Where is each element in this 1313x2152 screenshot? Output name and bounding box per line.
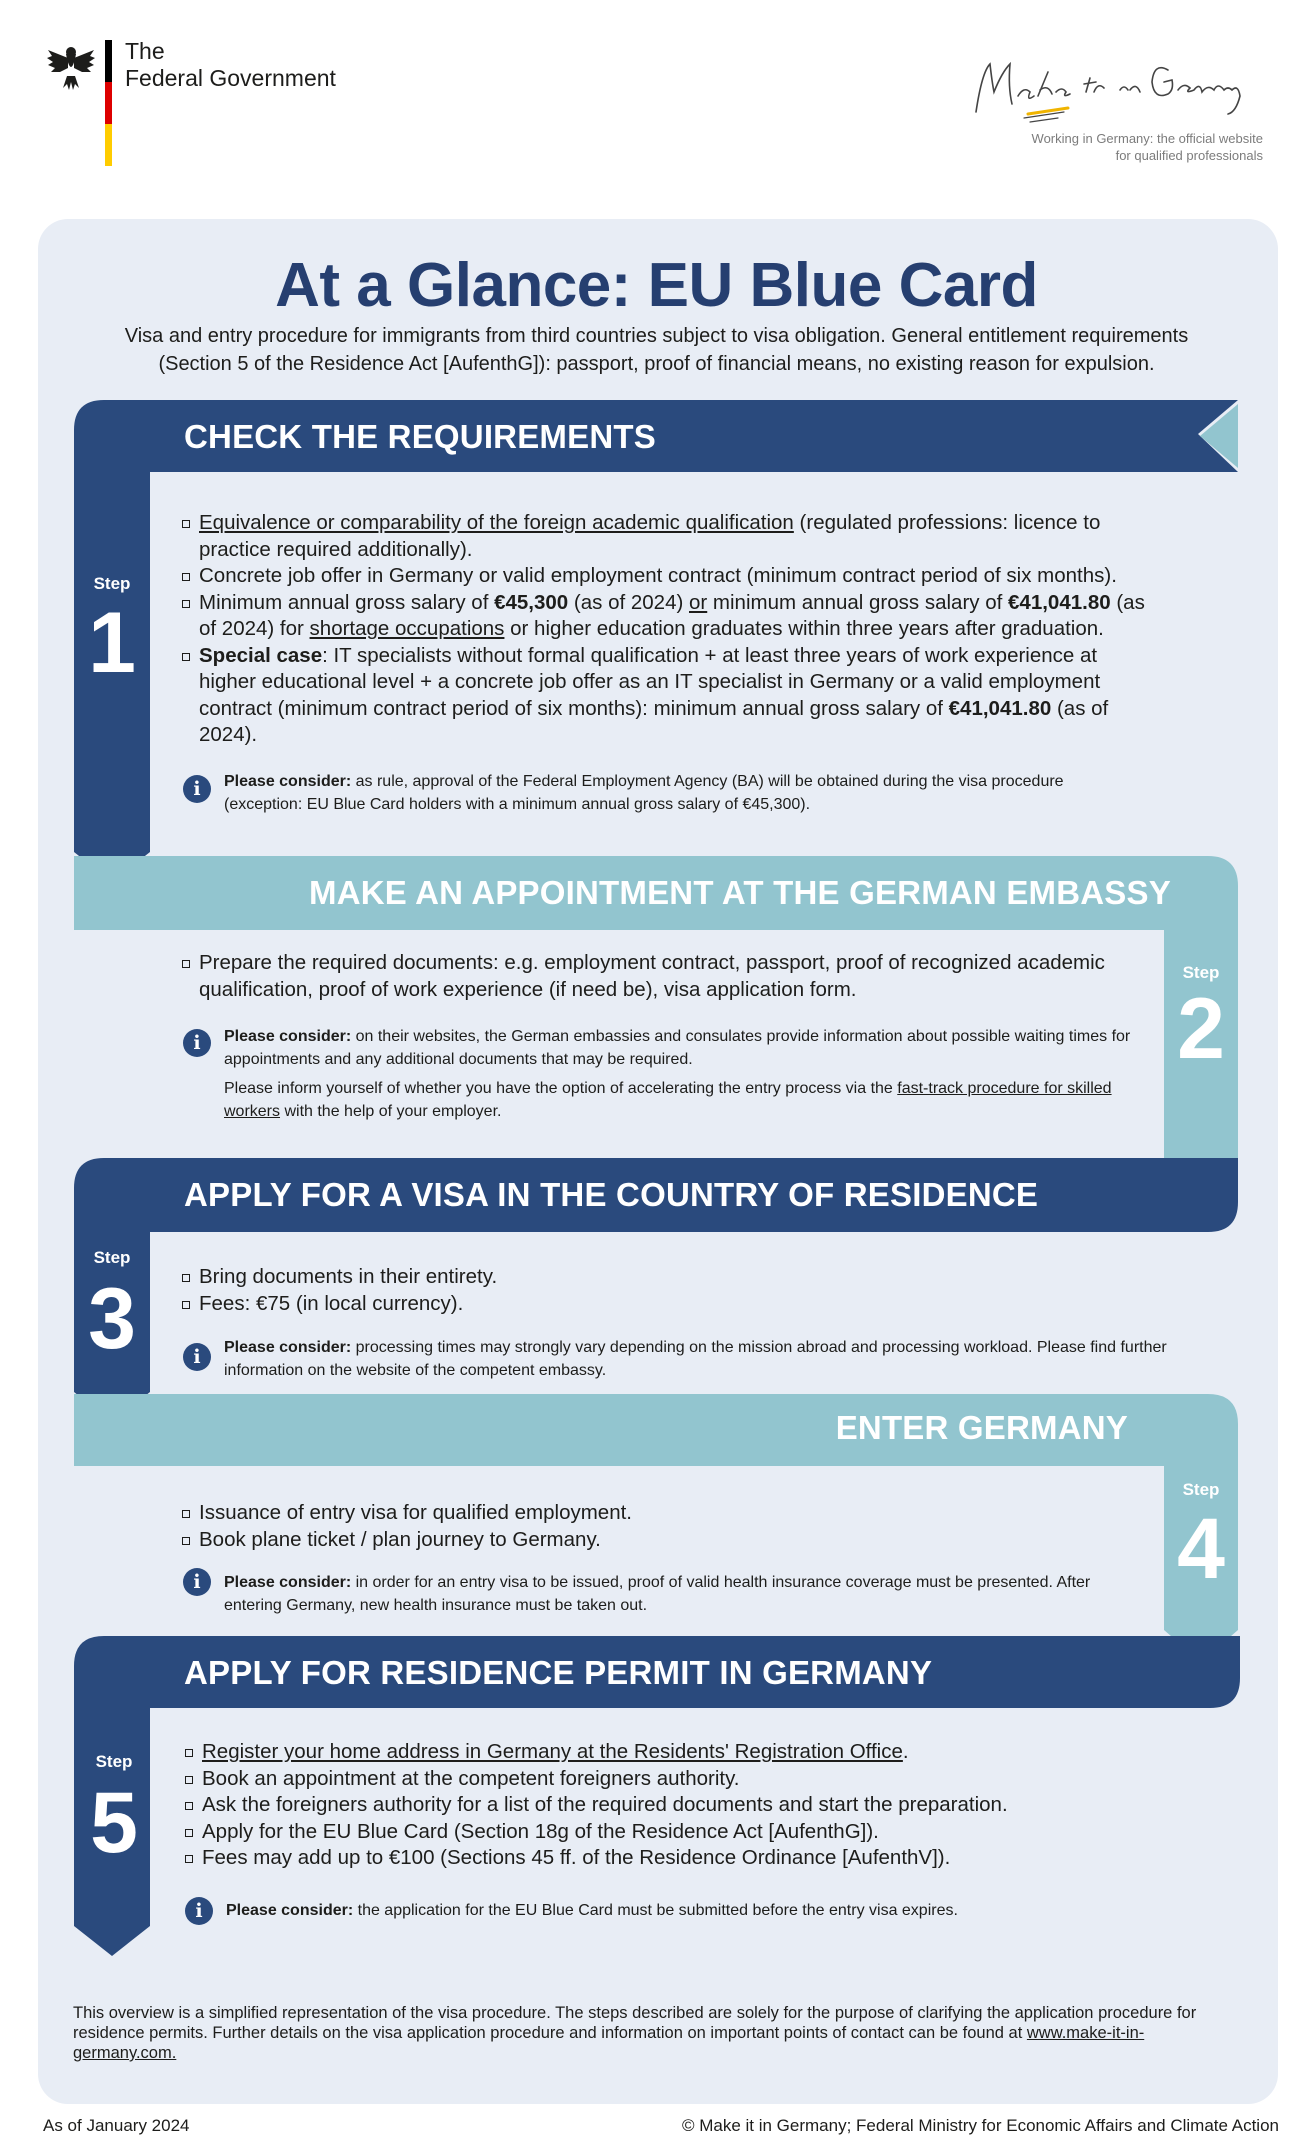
list-item-text: or higher education graduates within three years after graduation.: [504, 617, 1104, 640]
list-item-text: Book plane ticket / plan journey to Germany.: [199, 1527, 601, 1551]
info-icon: i: [183, 1029, 211, 1057]
note-text: processing times may strongly vary depending on the mission abroad and processing workload. Please find further information on the website of the competent embassy.: [224, 1339, 1167, 1379]
info-icon: i: [183, 1343, 211, 1371]
step3-note: [224, 1336, 1184, 1382]
gov-title-line2: Federal Government: [125, 65, 336, 91]
website-link[interactable]: www.make-it-in-germany.com.: [73, 2024, 1145, 2062]
list-item-text: Concrete job offer in Germany or valid employment contract (minimum contract period of six months).: [199, 564, 1117, 587]
list-item: [182, 563, 1152, 590]
step3-list: [182, 1264, 1142, 1317]
step2-number: 2: [1177, 981, 1225, 1077]
list-item-text: (as of 2024): [568, 590, 689, 614]
list-item: [182, 643, 1152, 749]
step3-heading: APPLY FOR A VISA IN THE COUNTRY OF RESIDENCE: [184, 1176, 1039, 1213]
list-item-text: (as of 2024).: [199, 696, 1109, 746]
step1-number: 1: [88, 595, 136, 691]
step1-label: Step: [93, 574, 131, 593]
step5-note: [226, 1899, 1146, 1922]
step4-note: [224, 1571, 1144, 1617]
step4-number: 4: [1177, 1501, 1225, 1597]
copyright-notice: © Make it in Germany; Federal Ministry for Economic Affairs and Climate Action: [681, 2116, 1279, 2135]
list-item-text: Prepare the required documents: e.g. employment contract, passport, proof of recognized academic qualification, proof of work experience (if need be), visa application form.: [199, 951, 1105, 1001]
list-item: [182, 1264, 1142, 1291]
step5-label: Step: [95, 1752, 133, 1771]
note-text: on their websites, the German embassies and consulates provide information about possible waiting times for appointments and any additional documents that may be required.: [224, 1028, 1131, 1068]
list-item: [182, 950, 1142, 1003]
list-item: [182, 1500, 1142, 1527]
step2-label: Step: [1182, 963, 1220, 982]
special-case-label: Special case: [199, 643, 323, 667]
intro-line1: Visa and entry procedure for immigrants from third countries subject to visa obligation. General entitlement requirements: [124, 325, 1189, 347]
list-item-text: : IT specialists without formal qualification + at least three years of work experience at higher educational level + a concrete job offer as an IT specialist in Germany or a valid employment contract (minimum contract period of six months): minimum annual gross salary of: [199, 643, 1101, 720]
page-title: At a Glance: EU Blue Card: [275, 251, 1038, 320]
step5-list: [185, 1739, 1165, 1872]
consider-label: Please consider:: [226, 1902, 354, 1919]
salary-amount: €45,300: [494, 590, 569, 614]
step4-heading: ENTER GERMANY: [835, 1409, 1128, 1446]
list-item: [185, 1766, 1165, 1793]
list-item-text: Issuance of entry visa for qualified employment.: [199, 1501, 632, 1524]
as-of-date: As of January 2024: [43, 2116, 190, 2135]
or-underlined: or: [689, 590, 708, 614]
list-item-text: Ask the foreigners authority for a list of the required documents and start the preparation.: [202, 1793, 1008, 1816]
list-item: [185, 1819, 1165, 1846]
info-icon: i: [183, 775, 211, 803]
step2-note: [224, 1025, 1144, 1071]
note-text: with the help of your employer.: [280, 1103, 502, 1120]
list-item: [182, 590, 1152, 643]
shortage-occupations-link: shortage occupations: [309, 617, 505, 640]
salary-amount: €41,041.80: [948, 696, 1052, 720]
list-item-text: .: [902, 1740, 909, 1763]
footer-text: This overview is a simplified representation of the visa procedure. The steps described are solely for the purpose of clarifying the application procedure for residence permits. Further details on the visa application procedure and information on important points of contact can be found at: [73, 2004, 1197, 2042]
list-item-text: minimum annual gross salary of: [707, 590, 1009, 614]
list-item: [185, 1845, 1165, 1872]
list-item-text: Minimum annual gross salary of: [199, 590, 495, 614]
step1-list: [182, 510, 1152, 749]
list-item: [182, 1527, 1142, 1554]
step5-heading: APPLY FOR RESIDENCE PERMIT IN GERMANY: [184, 1654, 933, 1691]
list-item-text: Bring documents in their entirety.: [199, 1265, 498, 1288]
step2-note2: [224, 1077, 1144, 1123]
note-text: Please inform yourself of whether you have the option of accelerating the entry process via the: [224, 1080, 898, 1097]
list-item-text: Apply for the EU Blue Card (Section 18g of the Residence Act [AufenthG]).: [202, 1819, 879, 1843]
gov-title-line1: The: [125, 38, 165, 64]
fast-track-link[interactable]: fast-track procedure for skilled workers: [224, 1080, 1112, 1120]
tagline-line1: Working in Germany: the official website: [1031, 131, 1263, 146]
list-item: [182, 510, 1152, 563]
note-text: the application for the EU Blue Card must be submitted before the entry visa expires.: [353, 1902, 958, 1919]
info-icon: i: [185, 1897, 213, 1925]
list-item-text: Fees may add up to €100 (Sections 45 ff. of the Residence Ordinance [AufenthV]).: [202, 1846, 951, 1869]
footer-disclaimer: [73, 2003, 1243, 2063]
intro-line2: (Section 5 of the Residence Act [AufenthG]): passport, proof of financial means, no existing reason for expulsion.: [158, 353, 1155, 375]
tagline-line2: for qualified professionals: [1115, 148, 1263, 163]
note-text: as rule, approval of the Federal Employment Agency (BA) will be obtained during the visa procedure (exception: EU Blue Card holders with a minimum annual gross salary of €45,300).: [224, 773, 1064, 813]
list-item: [185, 1792, 1165, 1819]
list-item-text: (as of 2024) for: [199, 590, 1145, 640]
step3-label: Step: [93, 1248, 131, 1267]
qualification-link: Equivalence or comparability of the foreign academic qualification: [199, 511, 794, 534]
list-item-text: Fees: €75 (in local currency).: [199, 1291, 464, 1315]
step2-list: [182, 950, 1142, 1003]
list-item: [182, 1291, 1142, 1318]
registration-office-link[interactable]: Register your home address in Germany at the Residents' Registration Office: [202, 1740, 903, 1763]
list-item: [185, 1739, 1165, 1766]
consider-label: Please consider:: [224, 773, 352, 790]
consider-label: Please consider:: [224, 1028, 352, 1045]
list-item-text: (regulated professions: licence to practice required additionally).: [199, 511, 1101, 561]
step1-heading: CHECK THE REQUIREMENTS: [184, 418, 656, 455]
step1-note: [224, 770, 1144, 816]
step4-list: [182, 1500, 1142, 1553]
step3-number: 3: [88, 1271, 136, 1367]
consider-label: Please consider:: [224, 1574, 352, 1591]
info-icon: i: [183, 1568, 211, 1596]
step5-number: 5: [90, 1775, 138, 1871]
list-item-text: Book an appointment at the competent foreigners authority.: [202, 1766, 740, 1790]
step4-label: Step: [1182, 1480, 1220, 1499]
salary-amount: €41,041.80: [1008, 590, 1111, 614]
step2-heading: MAKE AN APPOINTMENT AT THE GERMAN EMBASSY: [309, 874, 1171, 911]
consider-label: Please consider:: [224, 1339, 352, 1356]
note-text: in order for an entry visa to be issued, proof of valid health insurance coverage must be presented. After entering Germany, new health insurance must be taken out.: [224, 1574, 1091, 1614]
